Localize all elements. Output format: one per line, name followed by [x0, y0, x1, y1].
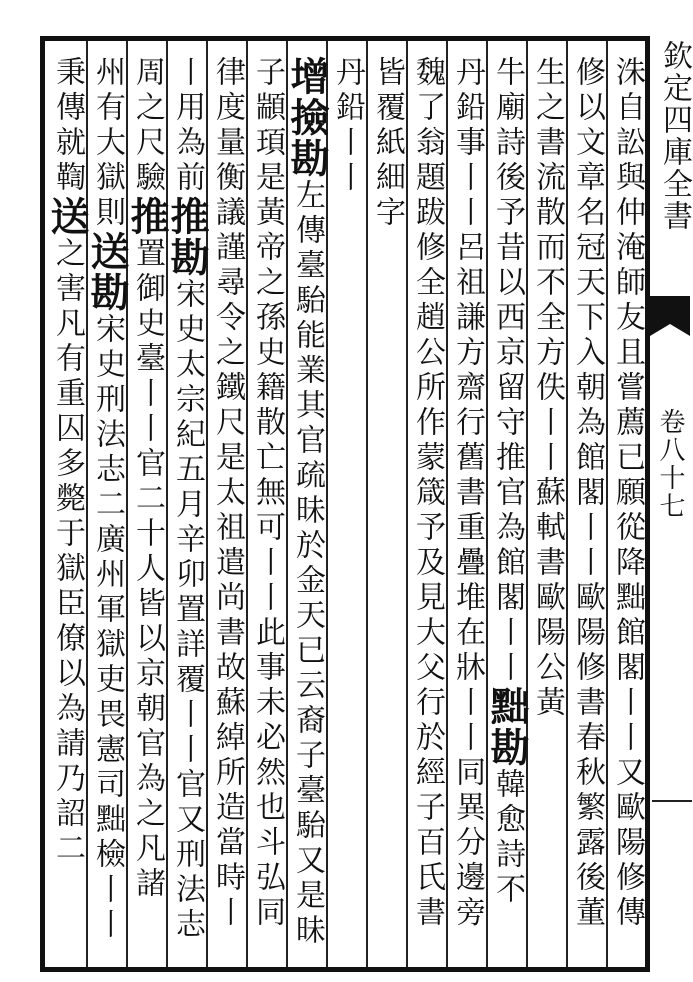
book-title: 欽定四庫全書 [657, 40, 692, 232]
text-column [124, 56, 170, 902]
text-column [529, 56, 565, 721]
text-column [209, 56, 245, 931]
column-text: 置御史臺丨丨官二十人皆以京朝官為之凡諸 [130, 237, 165, 902]
volume-number: 卷八十七 [655, 408, 685, 520]
heading-term: 送勘 [84, 231, 130, 313]
column-rule [366, 41, 368, 967]
column-text: 宋史刑法志二廣州軍獄吏畏憲司黜檢丨丨 [90, 313, 125, 943]
column-rule [246, 41, 248, 967]
column-text: 秉傳就鞫 [50, 56, 85, 196]
column-rule [486, 41, 488, 967]
column-text: 之害凡有重囚多斃于獄臣僚以為請乃詔二 [50, 237, 85, 867]
heading-term: 推勘 [164, 196, 210, 278]
column-rule [406, 41, 408, 967]
column-text: 魏了翁題跋修全趙公所作蒙箴予及見大父行於經子百氏書 [410, 56, 445, 931]
column-rule [286, 41, 288, 967]
text-column [164, 56, 210, 943]
text-column [44, 56, 90, 867]
column-rule [566, 41, 568, 967]
heading-term: 推 [124, 196, 170, 237]
column-text: 州有大獄則 [90, 56, 125, 231]
text-column [449, 56, 485, 931]
column-rule [86, 41, 88, 967]
text-column [569, 56, 605, 931]
heading-term: 增撿勘 [284, 56, 330, 179]
text-column [84, 56, 130, 943]
column-text: 修以文章名冠天下入朝為館閣丨丨歐陽修書春秋繁露後董 [570, 56, 605, 931]
column-text: 丨用為前 [170, 56, 205, 196]
column-rule [166, 41, 168, 967]
column-text: 子顓頊是黃帝之孫史籍散亡無可丨丨此事未必然也斗弘同 [250, 56, 285, 931]
column-text: 牛廟詩後予昔以西京留守推官為館閣丨丨 [490, 56, 525, 686]
margin-rule [652, 800, 692, 802]
text-column [609, 56, 645, 931]
text-column [369, 56, 405, 231]
fish-tail-mark-icon [650, 296, 690, 336]
text-column [409, 56, 445, 931]
column-text: 丹鉛事丨丨呂祖謙方齋行舊書重疊堆在牀丨丨同異分邊旁 [450, 56, 485, 931]
text-column [284, 56, 330, 949]
column-text: 韓愈詩不 [490, 768, 525, 908]
text-column [249, 56, 285, 931]
heading-term: 送 [44, 196, 90, 237]
column-rule [206, 41, 208, 967]
column-rule [326, 41, 328, 967]
column-text: 律度量衡議謹尋令之鐵尺是太祖遣尚書故蘇綽所造當時丨 [210, 56, 245, 931]
column-text: 洙自訟與仲淹師友且嘗薦已願從降黜館閣丨丨又歐陽修傳 [610, 56, 645, 931]
column-text: 皆覆紙細字 [370, 56, 405, 231]
column-text: 周之尺驗 [130, 56, 165, 196]
column-rule [126, 41, 128, 967]
heading-term: 黜勘 [484, 686, 530, 768]
column-text: 左傳臺駘能業其官疏昧於金天已云裔子臺駘又是昧 [290, 179, 325, 949]
column-text: 生之書流散而不全方佚丨丨蘇軾書歐陽公黃 [530, 56, 565, 721]
column-rule [526, 41, 528, 967]
column-rule [446, 41, 448, 967]
text-column [329, 56, 365, 196]
column-rule [606, 41, 608, 967]
column-text: 丹鉛丨丨 [330, 56, 365, 196]
text-column [484, 56, 530, 908]
column-text: 宋史太宗紀五月辛卯置詳覆丨丨官又刑法志 [170, 278, 205, 943]
